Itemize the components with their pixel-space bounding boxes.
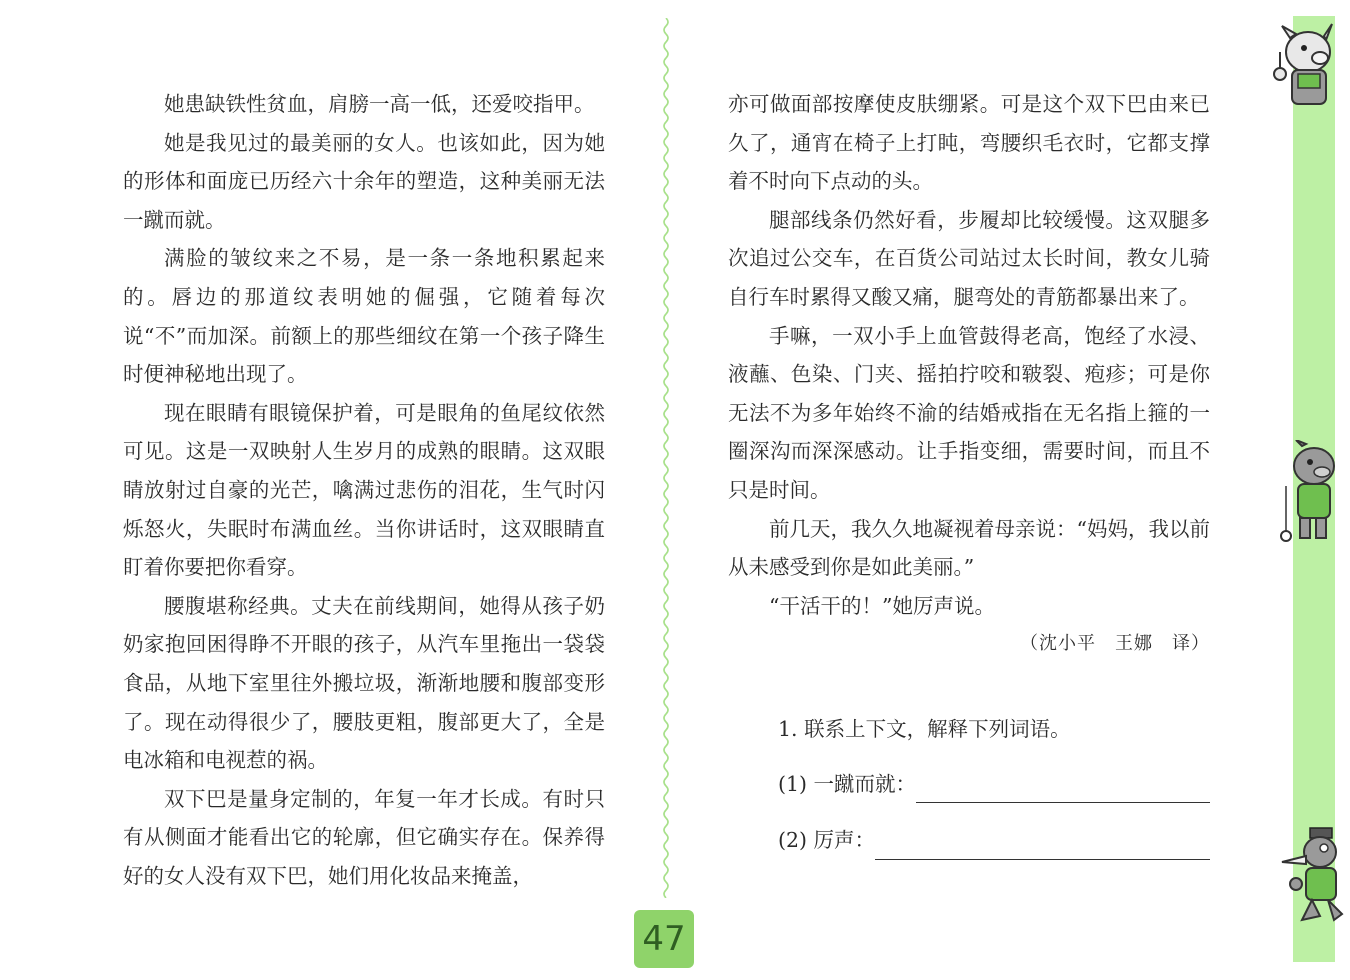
question-item-2 [728, 821, 1210, 860]
question-item-label: (1) 一蹴而就： [778, 771, 917, 796]
paragraph-2: 她是我见过的最美丽的女人。也该如此，因为她的形体和面庞已历经六十余年的塑造，这种美丽无法一蹴而就。 [123, 130, 605, 232]
left-column [123, 85, 605, 895]
exercise-section [728, 710, 1210, 860]
right-column [728, 85, 1210, 860]
paragraph-1: 她患缺铁性贫血，肩膀一高一低，还爱咬指甲。 [164, 92, 595, 116]
continued-paragraph: 亦可做面部按摩使皮肤绷紧。可是这个双下巴由来已久了，通宵在椅子上打盹，弯腰织毛衣时，它都支撑着不时向下点动的头。 [728, 92, 1210, 194]
paragraph-7: 腿部线条仍然好看，步履却比较缓慢。这双腿多次追过公交车，在百货公司站过太长时间，教女儿骑自行车时累得又酸又痛，腿弯处的青筋都暴出来了。 [728, 207, 1210, 309]
paragraph-6: 双下巴是量身定制的，年复一年才长成。有时只有从侧面才能看出它的轮廓，但它确实存在。保养得好的女人没有双下巴，她们用化妆品来掩盖， [123, 786, 605, 888]
paragraph-10: “干活干的！”她厉声说。 [769, 593, 995, 618]
paragraph-9: 前几天，我久久地凝视着母亲说：“妈妈，我以前从未感受到你是如此美丽。” [728, 516, 1210, 580]
paragraph-4: 现在眼睛有眼镜保护着，可是眼角的鱼尾纹依然可见。这是一双映射人生岁月的成熟的眼睛。这双眼睛放射过自豪的光芒，噙满过悲伤的泪花，生气时闪烁怒火，失眠时布满血丝。当你讲话时，这双眼睛直盯着你要把你看穿。 [123, 400, 605, 580]
wolf-yoyo-mascot-icon [1272, 440, 1344, 550]
center-divider [659, 18, 673, 898]
paragraph-8: 手嘛，一双小手上血管鼓得老高，饱经了水浸、液蘸、色染、门夹、摇拍拧咬和皲裂、疱疹；可是你无法不为多年始终不渝的结婚戒指在无名指上箍的一圈深沟而深深感动。让手指变细，需要时间，而且不只是时间。 [728, 323, 1210, 502]
paragraph-3: 满脸的皱纹来之不易，是一条一条地积累起来的。唇边的那道纹表明她的倔强，它随着每次说“不”而加深。前额上的那些细纹在第一个孩子降生时便神秘地出现了。 [123, 246, 605, 387]
pig-mascot-icon [1268, 22, 1344, 114]
duck-mascot-icon [1272, 826, 1346, 926]
question-title: 1. 联系上下文，解释下列词语。 [778, 716, 1071, 741]
question-item-label: (2) 厉声： [778, 828, 876, 853]
answer-blank-2[interactable] [875, 831, 1210, 860]
paragraph-5: 腰腹堪称经典。丈夫在前线期间，她得从孩子奶奶家抱回困得睁不开眼的孩子，从汽车里拖出一袋袋食品，从地下室里往外搬垃圾，渐渐地腰和腹部变形了。现在动得很少了，腰肢更粗，腹部更大了，全是电冰箱和电视惹的祸。 [123, 593, 605, 773]
page-number: 47 [634, 910, 694, 968]
translator-credit: （沈小平 王娜 译） [1020, 633, 1210, 655]
answer-blank-1[interactable] [916, 774, 1210, 803]
question-item-1 [728, 765, 1210, 804]
